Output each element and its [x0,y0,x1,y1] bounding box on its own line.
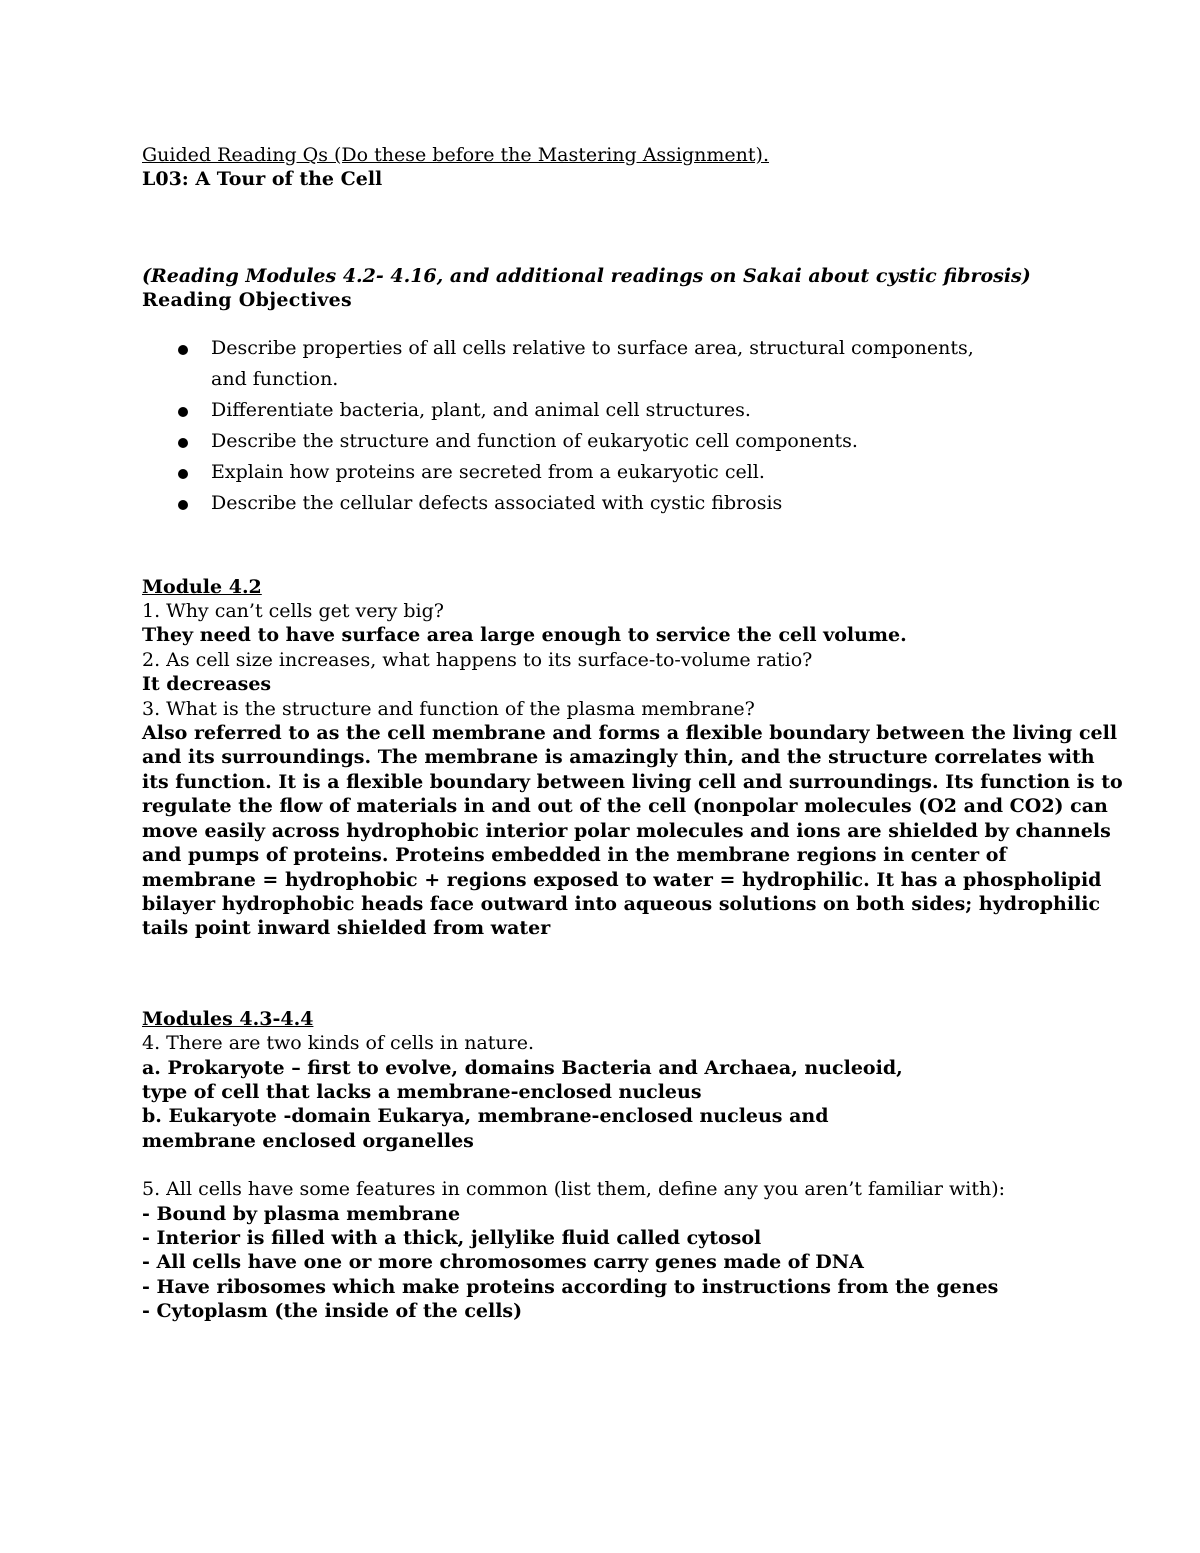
document-page [142,143,1123,1324]
answer-3-line: bilayer hydrophobic heads face outward into aqueous solutions on both sides; hydrophilic [142,892,1101,915]
answer-3-line: and its surroundings. The membrane is amazingly thin, and the structure correlates with [142,746,1095,769]
objective-text: Describe the structure and function of eukaryotic cell components. [211,429,858,452]
objective-item [142,395,1082,426]
answer-3-line: its function. It is a flexible boundary between living cell and surroundings. Its function is to [142,770,1123,793]
answer-5-line: - Have ribosomes which make proteins according to instructions from the genes [142,1275,999,1298]
objective-item [142,457,1082,488]
answer-4-line: a. Prokaryote – first to evolve, domains Bacteria and Archaea, nucleoid, [142,1056,903,1079]
answer-3-line: and pumps of proteins. Proteins embedded in the membrane regions in center of [142,844,1007,867]
objective-item [142,333,1082,395]
document-title: L03: A Tour of the Cell [142,168,383,191]
answer-5-line: - Interior is filled with a thick, jellylike fluid called cytosol [142,1226,762,1249]
answer-1: They need to have surface area large enough to service the cell volume. [142,624,907,647]
objectives-title: Reading Objectives [142,289,352,312]
reading-modules-note: (Reading Modules 4.2- 4.16, and additional readings on Sakai about cystic fibrosis) [142,264,1031,287]
objective-text: Explain how proteins are secreted from a eukaryotic cell. [211,460,765,483]
objectives-list [142,333,1082,519]
answer-5-line: - All cells have one or more chromosomes carry genes made of DNA [142,1251,864,1274]
question-3: 3. What is the structure and function of the plasma membrane? [142,697,755,720]
section-title: Modules 4.3-4.4 [142,1007,314,1030]
modules-4-3-4-4-section [142,1007,1082,1324]
answer-4-line: membrane enclosed organelles [142,1129,474,1152]
bullet-icon [178,500,188,510]
objective-text: Describe the cellular defects associated with cystic fibrosis [211,491,783,514]
bullet-icon [178,345,188,355]
objective-text: Differentiate bacteria, plant, and animal cell structures. [211,398,751,421]
objective-text: Describe properties of all cells relative to surface area, structural components, and function. [211,336,974,390]
question-4: 4. There are two kinds of cells in nature. [142,1032,535,1055]
question-2: 2. As cell size increases, what happens to its surface-to-volume ratio? [142,648,813,671]
answer-2: It decreases [142,673,272,696]
objective-item [142,488,1082,519]
answer-3-line: tails point inward shielded from water [142,917,551,940]
answer-5-line: - Bound by plasma membrane [142,1202,461,1225]
answer-3-line: move easily across hydrophobic interior polar molecules and ions are shielded by channels [142,819,1111,842]
answer-4-line: b. Eukaryote -domain Eukarya, membrane-enclosed nucleus and [142,1105,829,1128]
spacer [142,1153,1082,1177]
bullet-icon [178,407,188,417]
bullet-icon [178,438,188,448]
answer-4-line: type of cell that lacks a membrane-enclosed nucleus [142,1080,702,1103]
section-title: Module 4.2 [142,575,262,598]
answer-3-line: membrane = hydrophobic + regions exposed to water = hydrophilic. It has a phospholipid [142,868,1102,891]
answer-5-line: - Cytoplasm (the inside of the cells) [142,1300,523,1323]
question-5: 5. All cells have some features in common (list them, define any you aren’t familiar with): [142,1178,1006,1201]
answer-3-line: Also referred to as the cell membrane and forms a flexible boundary between the living cell [142,722,1118,745]
objective-item [142,426,1082,457]
answer-3-line: regulate the flow of materials in and out of the cell (nonpolar molecules (O2 and CO2) can [142,795,1108,818]
guided-reading-link[interactable]: Guided Reading Qs (Do these before the Mastering Assignment). [142,144,769,166]
module-4-2-section [142,575,1123,941]
bullet-icon [178,469,188,479]
question-1: 1. Why can’t cells get very big? [142,600,444,623]
